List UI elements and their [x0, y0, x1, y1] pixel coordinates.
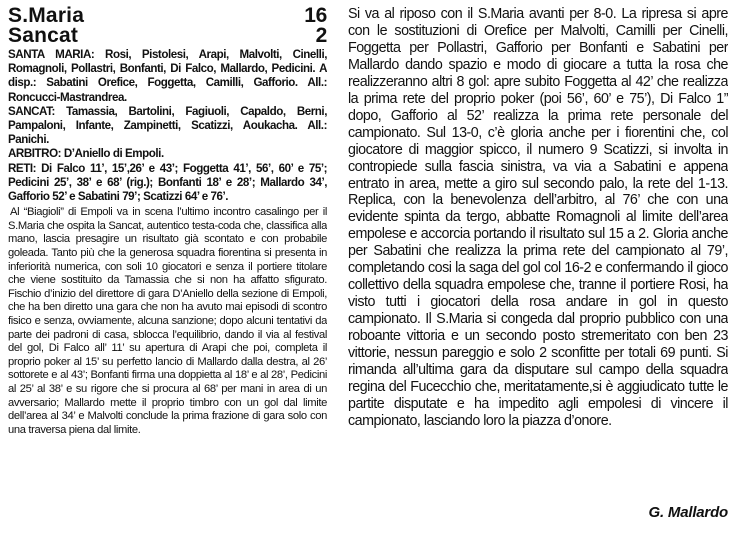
referee-line [8, 147, 327, 161]
away-team-name: Sancat [8, 24, 79, 47]
goals-label: RETI: [8, 161, 37, 175]
right-column [348, 6, 728, 533]
match-report-box [8, 48, 327, 204]
away-score-row [8, 26, 327, 46]
goals-scorers: Di Falco 11’, 15’,26’ e 43’; Foggetta 41’, 56’, 60’ e 75’; Pedicini 25’, 38’ e 68’ (rig.); Bonfanti 18’ e 28’; Mallardo 34’, Gafforio 52’ e Sabatini 79’; Scatizzi 64’ e 76’. [8, 161, 327, 204]
home-team-score: 16 [304, 6, 327, 27]
home-team-name: S.Maria [8, 6, 85, 27]
article-body-left: Al “Biagioli” di Empoli va in scena l’ultimo incontro casalingo per il S.Maria che ospita la Sancat, autentico testa-coda che, classifica alla mano, lascia presagire un risultato già scontato e con probabile goleada. Tanto più che la generosa squadra fiorentina si presenta in inferiorità numerica, con soli 10 giocatori e senza il portiere titolare che viene sostituito da Tamassia che si non ha affatto sfigurato. Fischio d’inizio del direttore di gara D’Aniello della sezione di Empoli, che ha ben diretto una gara che non ha avuto mai episodi di scontro fisico e senza, ovviamente, alcuna sanzione; dopo alcuni tentativi da parte dei padroni di casa, sblocca l’equilibrio, dando il via al festival del gol, Di Falco all’ 11’ su apertura di Arapi che poi, completa il proprio poker al 15’ su perfetto lancio di Mallardo dalla destra, al 26’ sottorete e al 43’; Bonfanti firma una doppietta al 18’ e al 28’, Pedicini al 25’ al 38’ e su rigore che si procura al 68’ per mani in area di un avversario; Mallardo mette il proprio timbro con un gol dal limite dell’area al 34’ e Malvolti conclude la prima frazione di gara solo con una traversa piena dal limite. [8, 206, 327, 436]
santa-maria-players: Rosi, Pistolesi, Arapi, Malvolti, Cinelli, Romagnoli, Pollastri, Bonfanti, Di Falco, Mallardo, Pedicini. A disp.: Sabatini Orefice, Foggetta, Camilli, Gafforio. All.: Roncucci-Mastrandrea. [8, 48, 327, 104]
goals-line [8, 162, 327, 205]
referee-name: D’Aniello di Empoli. [63, 147, 164, 161]
sancat-label: SANCAT: [8, 104, 55, 118]
left-column [8, 6, 327, 533]
away-team-score: 2 [315, 24, 327, 47]
sancat-lineup [8, 105, 327, 148]
author-signature: G. Mallardo [648, 504, 728, 521]
home-score-row [8, 6, 327, 26]
article-body-right: Si va al riposo con il S.Maria avanti per 8-0. La ripresa si apre con le sostituzioni di Orefice per Malvolti, Camilli per Cinelli, Foggetta per Pollastri, Gafforio per Bonfanti e Sabatini per Mallardo dando spazio e modo di giocare a tutta la rosa che realizzeranno altri 8 gol: apre subito Foggetta al 42’ che realizza la prima rete del proprio poker (poi 56’, 60’ e 75’), Di Falco 1” dopo, Gafforio al 52’ realizza la prima rete personale del campionato. Sul 13-0, c’è gloria anche per i fiorentini che, col giocatore di maggior spicco, il numero 9 Scatizzi, si involta in contropiede sulla fascia sinistra, va via a Sabatini e appena entrato in area, mette a giro sul secondo palo, la rete del 1-13. Replica, con la benevolenza dell’arbitro, al 76’ che con una evidente spinta da tergo, abbatte Romagnoli al limite dell’area empolese e accorcia portando il risultato sul 15 a 2. Gloria anche per Sabatini che realizza la prima rete del campionato al 79’, completando cosi la saga del gol col 16-2 e confermando il gioco collettivo della squadra empolese che, tranne il portiere Rosi, ha visto tutti i giocatori della rosa andare in gol in questo campionato. Il S.Maria si congeda dal proprio pubblico con una roboante vittoria e un secondo posto stremeritato con ben 23 vittorie, nessun pareggio e solo 2 sconfitte per totali 69 punti. Si rimanda all’ultima gara da disputare sul campo della squadra regina del Fucecchio che, meritatamente,si è aggiudicato tutte le partite disputate e ha impedito agli empolesi di vincere il campionato, lasciando loro la piazza d’onore. [348, 6, 728, 429]
sancat-players: Tamassia, Bartolini, Fagiuoli, Capaldo, Berni, Pampaloni, Infante, Zampinetti, Scatizzi, Aoukacha. All.: Panichi. [8, 104, 327, 147]
referee-label: ARBITRO: [8, 147, 62, 161]
santa-maria-lineup [8, 48, 327, 105]
santa-maria-label: SANTA MARIA: [8, 48, 95, 61]
